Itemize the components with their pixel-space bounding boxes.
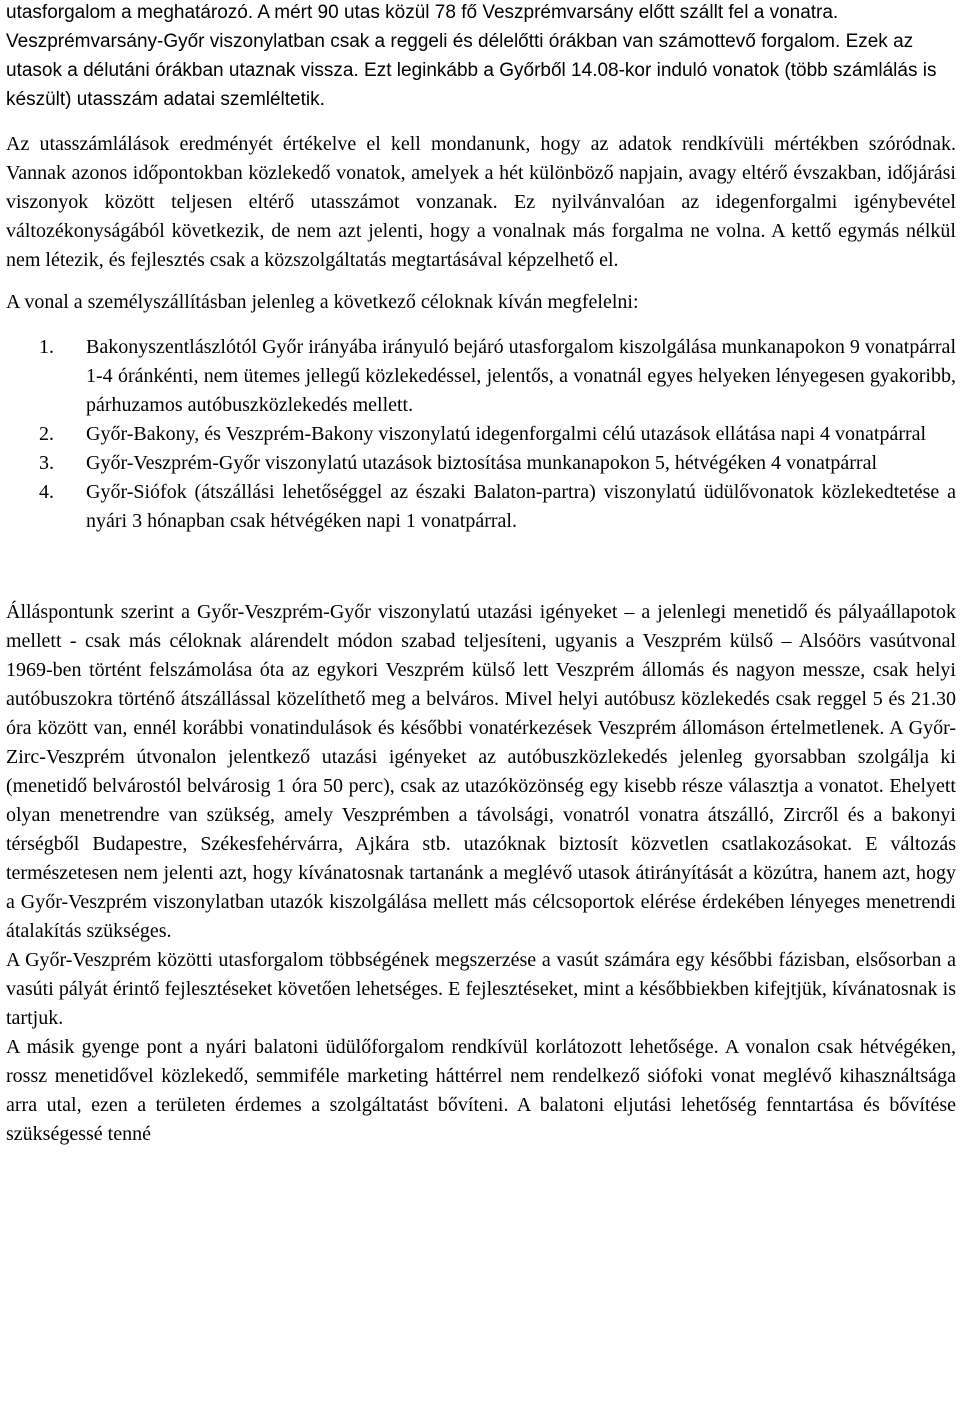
goals-list: [6, 333, 956, 536]
list-item-text: Bakonyszentlászlótól Győr irányába irányuló bejáró utasforgalom kiszolgálása munkanapokon 9 vonatpárral 1-4 óránkénti, nem ütemes jellegű közlekedéssel, jelentős, a vonatnál egyes helyeken lényegesen gyakoribb, párhuzamos autóbuszközlekedés mellett.: [86, 336, 956, 416]
list-item: [6, 333, 956, 420]
intro-paragraph-2: Veszprémvarsány-Győr viszonylatban csak a reggeli és délelőtti órákban van számottevő forgalom. Ezek az utasok a délutáni órákban utaznak vissza. Ezt leginkább a Győrből 14.08-kor induló vonatok (több számlálás is készült) utasszám adatai szemléltetik.: [6, 31, 937, 110]
position-paragraph-3: A másik gyenge pont a nyári balatoni üdülőforgalom rendkívül korlátozott lehetősége. A vonalon csak hétvégéken, rossz menetidővel közlekedő, semmiféle marketing háttérrel nem rendelkező siófoki vonat meglévő kihasználtsága arra utal, ezen a területen érdemes a szolgáltatást bővíteni. A balatoni eljutási lehetőség fenntartása és bővítése szükségessé tenné: [6, 1036, 956, 1145]
list-item-number: 3.: [39, 452, 54, 474]
goals-intro: A vonal a személyszállításban jelenleg a következő céloknak kíván megfelelni:: [6, 291, 639, 313]
list-item-text: Győr-Bakony, és Veszprém-Bakony viszonylatú idegenforgalmi célú utazások ellátása napi 4 vonatpárral: [86, 423, 927, 445]
list-item-number: 4.: [39, 481, 54, 503]
spacer: [6, 275, 956, 288]
intro-paragraph-1: utasforgalom a meghatározó. A mért 90 utas közül 78 fő Veszprémvarsány előtt szállt fel a vonatra.: [6, 2, 839, 23]
list-item-number: 1.: [39, 336, 54, 358]
list-item: [6, 478, 956, 536]
list-item: [6, 449, 956, 478]
spacer: [6, 114, 956, 130]
spacer: [6, 536, 956, 598]
spacer: [6, 317, 956, 333]
document-page: [6, 0, 956, 1149]
list-item-text: Győr-Siófok (átszállási lehetőséggel az északi Balaton-partra) viszonylatú üdülővonatok közlekedtetése a nyári 3 hónapban csak hétvégéken napi 1 vonatpárral.: [86, 481, 956, 532]
evaluation-paragraph-lead: Az utasszámlálások eredményét értékelve el kell mondanunk, hogy az adatok rendkívüli mértékben szóródnak. Vannak azonos időpontokban közlekedő vonatok, amelyek a hét különböző napjain, avagy eltérő évszakban, időjárási viszonyok között teljesen eltérő utasszámot vonzanak. Ez nyilvánvalóan az idegenforgalmi igénybevétel változékonyságából következik, de nem azt jelenti, hogy a vonalnak más forgalma ne volna. A kettő egymás nélkül nem létezik, és fejlesztés csak a közszolgáltatás megtartásával képzelhető el.: [6, 133, 956, 271]
list-item-text: Győr-Veszprém-Győr viszonylatú utazások biztosítása munkanapokon 5, hétvégéken 4 vonatpárral: [86, 452, 878, 474]
position-paragraph-1: Álláspontunk szerint a Győr-Veszprém-Győr viszonylatú utazási igényeket – a jelenlegi menetidő és pályaállapotok mellett - csak más céloknak alárendelt módon szabad teljesíteni, ugyanis a Veszprém külső – Alsóörs vasútvonal 1969-ben történt felszámolása óta az egykori Veszprém külső lett Veszprém állomás és nagyon messze, csak helyi autóbuszokra történő átszállással közelíthető meg a belváros. Mivel helyi autóbusz közlekedés csak reggel 5 és 21.30 óra között van, ennél korábbi vonatindulások és későbbi vonatérkezések Veszprém állomáson értelmetlenek. A Győr-Zirc-Veszprém útvonalon jelentkező utazási igényeket az autóbuszközlekedés jelenleg gyorsabban szolgálja ki (menetidő belvárostól belvárosig 1 óra 50 perc), csak az utazóközönség egy kisebb része választja a vonatot. Ehelyett olyan menetrendre van szükség, amely Veszprémben a távolsági, vonatról vonatra átszálló, Zircről és a bakonyi térségből Budapestre, Székesfehérvárra, Ajkára stb. utazóknak biztosít közvetlen csatlakozásokat. E változás természetesen nem jelenti azt, hogy kívánatosnak tartanánk a meglévő utasok átirányítását a közútra, hanem azt, hogy a Győr-Veszprém viszonylatban utazók kiszolgálása mellett más célcsoportok elérése érdekében lényeges menetrendi átalakítás szükséges.: [6, 601, 956, 942]
position-paragraph-2: A Győr-Veszprém közötti utasforgalom többségének megszerzése a vasút számára egy későbbi fázisban, elsősorban a vasúti pályát érintő fejlesztéseket követően lehetséges. E fejlesztéseket, mint a későbbiekben kifejtjük, kívánatosnak is tartjuk.: [6, 949, 956, 1029]
list-item-number: 2.: [39, 423, 54, 445]
list-item: [6, 420, 956, 449]
